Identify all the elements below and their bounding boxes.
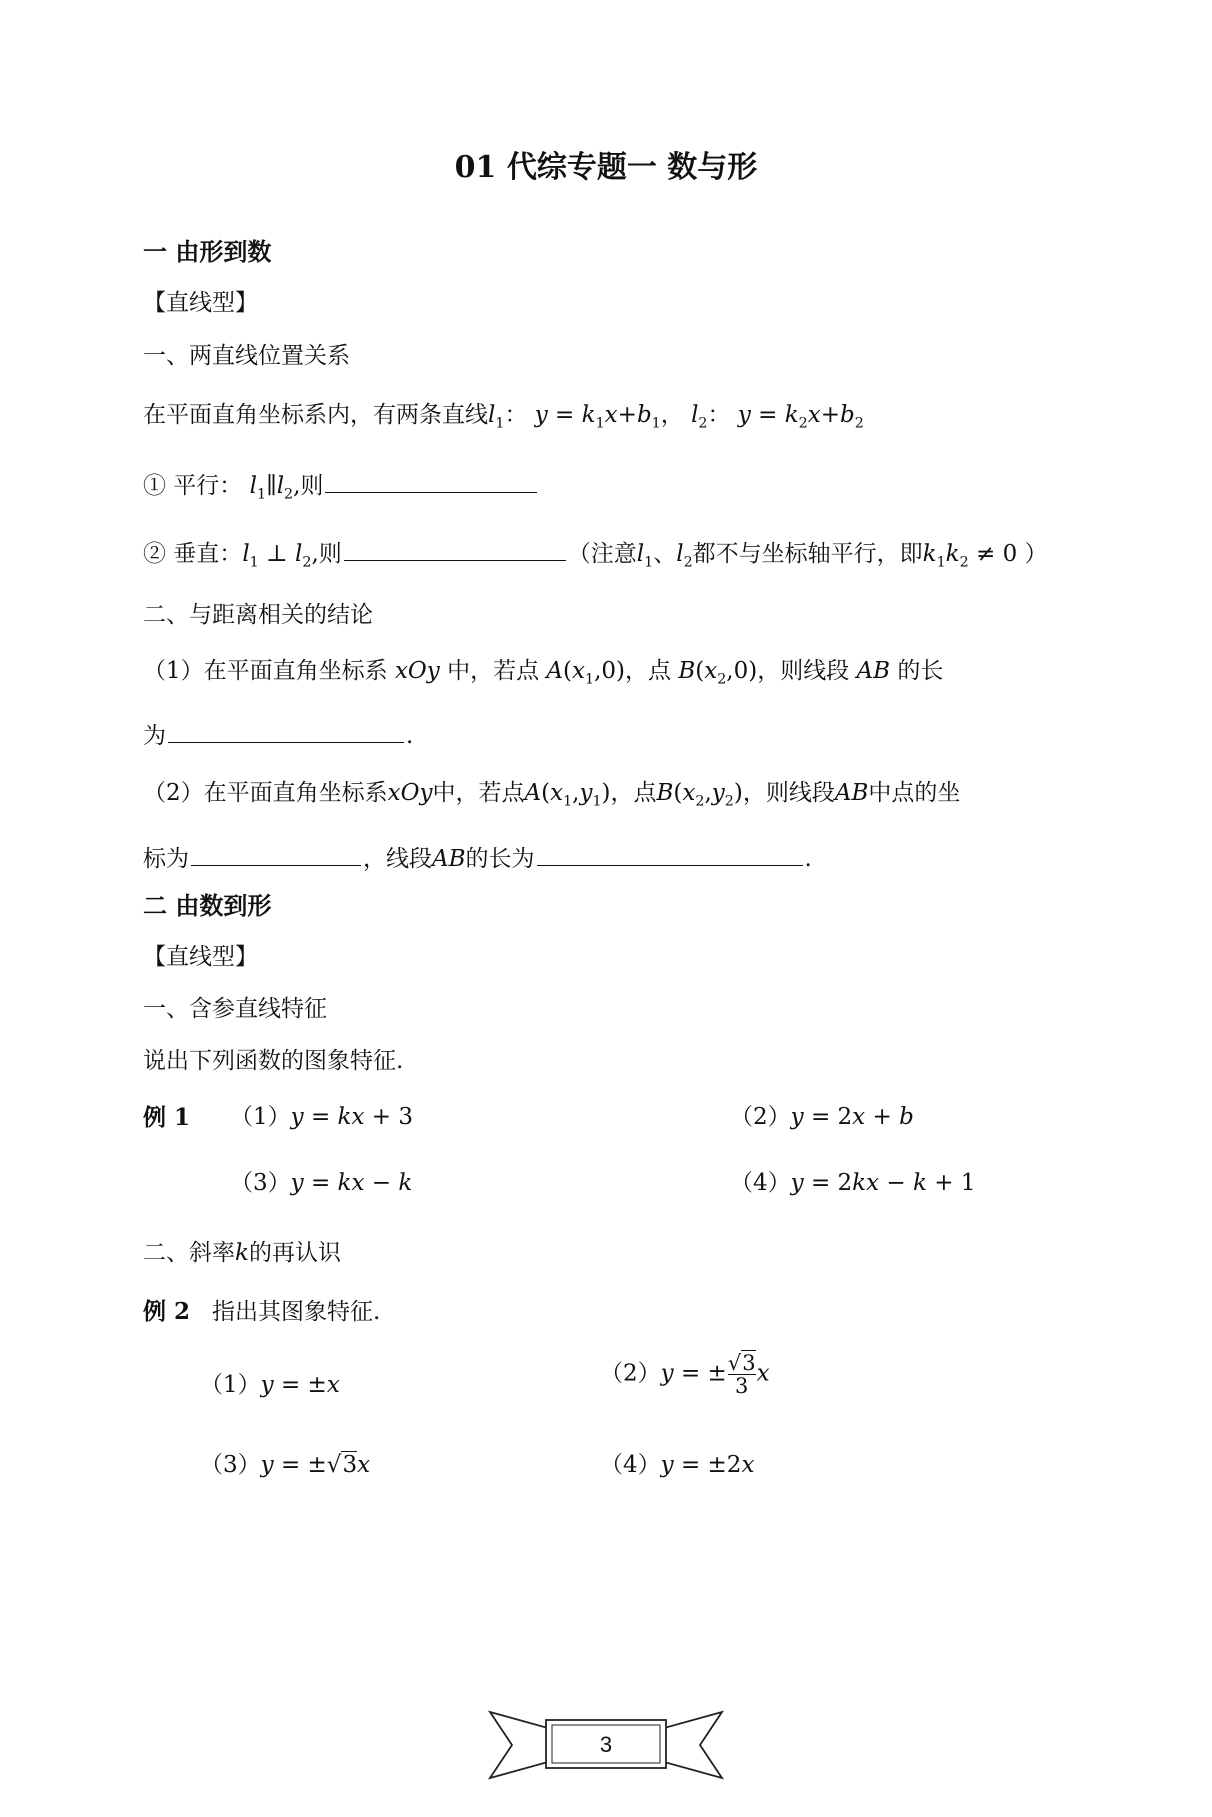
- q1-text-c: ，点: [625, 658, 671, 684]
- example-2-item-4: （4）y = ±2x: [600, 1452, 755, 1478]
- question-2-line-1: （2）在平面直角坐标系xOy中，若点$A(x_1,y_1)$，点$B(x_2,y_2)$，则线段AB中点的坐: [143, 780, 961, 810]
- section-1-tag: 【直线型】: [143, 290, 258, 316]
- q1-text-d: ，则线段: [757, 658, 850, 684]
- ex2-item-2-number: （2）: [600, 1360, 661, 1387]
- parallel-answer-blank[interactable]: [325, 470, 537, 493]
- ex2-item-1-number: （1）: [200, 1372, 261, 1398]
- q2-text-e: 中点的坐: [868, 780, 961, 806]
- ribbon-right-tail: [664, 1712, 722, 1778]
- q1-text-b: 中，若点: [447, 658, 540, 684]
- two-lines-intro: 在平面直角坐标系内，有两条直线$l_1$： $y = k_1x+b_1$， $l_2$： $y = k_2x+b_2$: [143, 402, 864, 432]
- perpendicular-item: ② 垂直：$l_1$ ⊥ $l_2$,则 （注意$l_1$、$l_2$都不与坐标轴平行，即$k_1k_2 \ne 0$ ）: [143, 538, 1048, 572]
- perpendicular-then: ,则: [311, 541, 342, 567]
- ex1-item-1-number: （1）: [230, 1104, 291, 1130]
- subsection-distance: 二、与距离相关的结论: [143, 602, 373, 628]
- example-1-item-2: （2）y = 2x + b: [730, 1104, 914, 1130]
- sqrt3-over-3-fraction: $\frac{√3}{3}$: [727, 1351, 756, 1399]
- parallel-label: ① 平行：: [143, 473, 243, 499]
- example-1-item-3: （3）y = kx − k: [230, 1170, 413, 1196]
- ex2-item-3-number: （3）: [200, 1452, 261, 1478]
- ex1-item-2-number: （2）: [730, 1104, 791, 1130]
- ribbon-left-tail: [490, 1712, 548, 1778]
- q2-text-b: 中，若点: [432, 780, 525, 806]
- section-1-heading: 一 由形到数: [143, 237, 272, 266]
- parallel-item: ① 平行： $l_1\parallel l_2$,则: [143, 470, 539, 504]
- example-1-description: 说出下列函数的图象特征.: [143, 1048, 404, 1074]
- q2-text-a: （2）在平面直角坐标系: [143, 780, 388, 806]
- example-2-label: 例 2: [143, 1298, 191, 1325]
- q2-text-d: ，则线段: [742, 780, 835, 806]
- ex1-item-4-number: （4）: [730, 1170, 791, 1196]
- perpendicular-label: ② 垂直：: [143, 541, 243, 567]
- subsection-slope: 二、斜率k的再认识: [143, 1240, 341, 1266]
- page-number: 3: [599, 1732, 613, 1757]
- note-open: （注意: [567, 541, 637, 567]
- q2-midpoint-blank[interactable]: [191, 843, 361, 866]
- q2-text-f: 标为: [143, 846, 189, 872]
- q2-text-h: 的长为: [465, 846, 535, 872]
- q1-text-a: （1）在平面直角坐标系: [143, 658, 388, 684]
- example-2-item-1: （1）y = ±x: [200, 1372, 340, 1398]
- intro-text: 在平面直角坐标系内，有两条直线: [143, 402, 488, 428]
- perpendicular-answer-blank[interactable]: [344, 538, 566, 561]
- question-1-line-2: 为 .: [143, 720, 413, 751]
- ex2-item-4-number: （4）: [600, 1452, 661, 1478]
- q1-text-f: 为: [143, 723, 166, 749]
- example-2-item-2: （2）y = ± $\frac{√3}{3}$ x: [600, 1351, 770, 1399]
- slope-text-a: 二、斜率: [143, 1240, 235, 1266]
- q2-text-c: ，点: [610, 780, 657, 806]
- q1-answer-blank[interactable]: [168, 720, 404, 743]
- page-title: 01 代综专题一 数与形: [454, 150, 758, 185]
- question-2-line-2: 标为 ，线段AB的长为 .: [143, 843, 812, 874]
- q2-text-g: ，线段: [363, 846, 432, 872]
- parallel-then: ,则: [293, 473, 324, 499]
- example-1-item-4: （4）y = 2kx − k + 1: [730, 1170, 976, 1196]
- example-2-header: [143, 1298, 380, 1327]
- q2-length-blank[interactable]: [537, 843, 803, 866]
- ex1-item-3-number: （3）: [230, 1170, 291, 1196]
- section-2-heading: 二 由数到形: [143, 891, 272, 920]
- example-1-item-1: （1）y = kx + 3: [230, 1104, 413, 1130]
- example-2-item-3: （3）y = ±√3x: [200, 1452, 371, 1478]
- note-text: 都不与坐标轴平行，即: [692, 541, 923, 567]
- question-1-line-1: （1）在平面直角坐标系 xOy 中，若点 $A(x_1,0)$，点 $B(x_2,0)$，则线段 AB 的长: [143, 658, 944, 688]
- slope-text-b: 的再认识: [248, 1240, 341, 1266]
- example-2-description: 指出其图象特征.: [211, 1299, 381, 1325]
- q1-text-e: 的长: [897, 658, 944, 684]
- subsection-line-relations: 一、两直线位置关系: [143, 343, 350, 369]
- example-1-label: 例 1: [143, 1104, 191, 1131]
- subsection-parametric-lines: 一、含参直线特征: [143, 996, 327, 1022]
- section-2-tag: 【直线型】: [143, 944, 258, 970]
